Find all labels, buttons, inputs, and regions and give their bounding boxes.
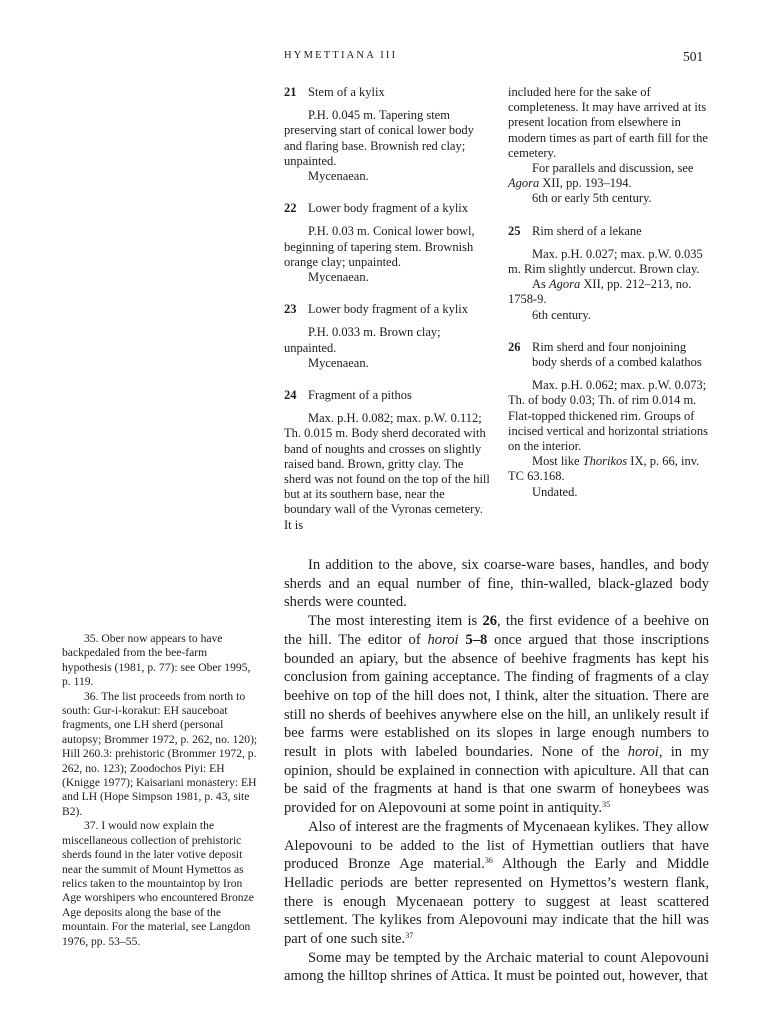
catalog-entry-22 [284, 201, 492, 285]
entry-description: P.H. 0.045 m. Tapering stem preserving start of conical lower body and flaring base. Brownish red clay; unpainted. [284, 108, 474, 168]
entry-number: 21 [284, 85, 297, 99]
entry-title: Fragment of a pithos [308, 388, 412, 403]
entry-date: Mycenaean. [308, 270, 369, 285]
entry-number: 25 [508, 223, 521, 238]
entry-date: 6th or early 5th century. [532, 191, 652, 206]
catalog-crossref: 5–8 [465, 631, 488, 648]
entry-description: Max. p.H. 0.082; max. p.W. 0.112; Th. 0.015 m. Body sherd decorated with band of noughts and crosses on slightly raised band. Brown, gritty clay. The sherd was not found on the top of the hill but at its southern base, near the boundary wall of the Vyronas cemetery. It is [284, 411, 490, 532]
entry-description: Max. p.H. 0.062; max. p.W. 0.073; Th. of body 0.03; Th. of rim 0.014 m. Flat-topped thickened rim. Groups of incised vertical and horizontal striations on the interior. [508, 378, 708, 454]
footnote [62, 632, 258, 690]
entry-description: P.H. 0.033 m. Brown clay; unpainted. [284, 325, 441, 355]
journal-reference: Agora [549, 277, 581, 292]
entry-number: 22 [284, 201, 297, 216]
entry-title: Lower body fragment of a kylix [308, 201, 469, 216]
entry-title: Stem of a kylix [308, 85, 385, 99]
entry-parallels: Most like Thorikos IX, p. 66, inv. TC 63.168. [508, 454, 700, 484]
entry-continuation: included here for the sake of completeness. It may have arrived at its present location from elsewhere in modern times as part of earth fill for the cemetery. [508, 85, 708, 160]
entry-parallels: As Agora XII, pp. 212–213, no. 1758-9. [508, 277, 692, 307]
footnote-number: 37. [84, 819, 99, 833]
catalog-right-column [508, 85, 708, 517]
main-text [284, 556, 709, 986]
paragraph: The most interesting item is 26, the first evidence of a beehive on the hill. The editor of horoi 5–8 once argued that those inscriptions bounded an apiary, but the absence of beehive fragments has kept his conclusion from gaining acceptance. The finding of fragments of a clay beehive on top of the hill does not, I think, alter the situation. There are still no sherds of beehives anywhere else on the hill, an unlikely result if bee farms were established on its slopes in large enough numbers to result in plots with labeled boundaries. None of the horoi, in my opinion, should be explained in connection with apiculture. All that can be said of the fragments at hand is that one swarm of honeybees was provided for on Alepovouni at some point in antiquity.$^{35}$ [284, 613, 709, 817]
entry-number: 26 [508, 339, 521, 354]
entry-title: Rim sherd and four nonjoining body sherds of a combed kalathos [532, 339, 702, 370]
catalog-entry-24-continued [508, 85, 708, 207]
paragraph: Also of interest are the fragments of Mycenaean kylikes. They allow Alepovouni to be added to the list of Hymettian outliers that have produced Bronze Age material.$^{36}$ Although the Early and Middle Helladic periods are better represented on Hymettos’s western flank, there is enough Mycenaean pottery to suggest at least scattered settlement. The kylikes from Alepovouni may indicate that the hill was part of one such site.$^{37}$ [284, 818, 709, 948]
page-number: 501 [683, 49, 704, 64]
entry-description: P.H. 0.03 m. Conical lower bowl, beginning of tapering stem. Brownish orange clay; unpainted. [284, 224, 475, 269]
footnote-text: Ober now appears to have backpedaled from the bee-farm hypothesis (1981, p. 77): see Ober 1995, p. 119. [62, 632, 251, 689]
entry-date: Undated. [532, 484, 578, 499]
footnote-marker[interactable]: 36 [484, 856, 493, 866]
catalog-entry-24 [284, 388, 492, 533]
entry-date: Mycenaean. [308, 355, 369, 370]
entry-number: 24 [284, 388, 297, 403]
footnote-number: 36. [84, 689, 99, 703]
footnote-text: The list proceeds from north to south: Gur-i-korakut: EH sauceboat fragments, one LH sherd (personal autopsy; Brommer 1972, p. 262, no. 120); Hill 260.3: prehistoric (Brommer 1972, p. 262, no. 123); Zoodochos Piyi: EH (Knigge 1977); Kaisariani monastery: EH and LH (Hope Simpson 1981, p. 43, site B2). [62, 689, 258, 818]
footnote-number: 35. [84, 632, 99, 645]
catalog-entry-23 [284, 302, 492, 371]
catalog-crossref: 26 [482, 613, 498, 630]
journal-reference: Agora [508, 176, 540, 191]
paragraph: In addition to the above, six coarse-ware bases, handles, and body sherds and an equal number of fine, thin-walled, black-glazed body sherds were counted. [284, 557, 709, 611]
catalog-entry-25 [508, 224, 708, 323]
journal-reference: Thorikos [582, 454, 628, 469]
entry-parallels: For parallels and discussion, see Agora XII, pp. 193–194. [508, 161, 694, 191]
entry-date: 6th century. [532, 307, 591, 322]
catalog-entry-21 [284, 85, 492, 184]
entry-title: Lower body fragment of a kylix [308, 302, 469, 317]
catalog-left-column [284, 85, 492, 550]
footnote [62, 819, 258, 949]
footnote-marker[interactable]: 35 [602, 800, 611, 810]
entry-number: 23 [284, 302, 297, 317]
footnote-marker[interactable]: 37 [405, 931, 414, 941]
footnotes [62, 632, 258, 949]
footnote-text: I would now explain the miscellaneous collection of prehistoric sherds found in the later votive deposit near the summit of Mount Hymettos as relics taken to the mountaintop by Iron Age worshipers who encountered Bronze Age deposits along the base of the mountain. For the material, see Langdon 1976, pp. 53–55. [62, 819, 254, 948]
footnote [62, 690, 258, 820]
term-italic: horoi [427, 631, 459, 648]
running-head: HYMETTIANA III [284, 50, 398, 61]
entry-title: Rim sherd of a lekane [532, 223, 642, 238]
entry-description: Max. p.H. 0.027; max. p.W. 0.035 m. Rim slightly undercut. Brown clay. [508, 246, 703, 277]
entry-date: Mycenaean. [308, 169, 369, 184]
term-italic: horoi, [627, 744, 663, 761]
catalog-entry-26 [508, 340, 708, 500]
paragraph: Some may be tempted by the Archaic material to count Alepovouni among the hilltop shrines of Attica. It must be pointed out, however, that [284, 949, 709, 985]
